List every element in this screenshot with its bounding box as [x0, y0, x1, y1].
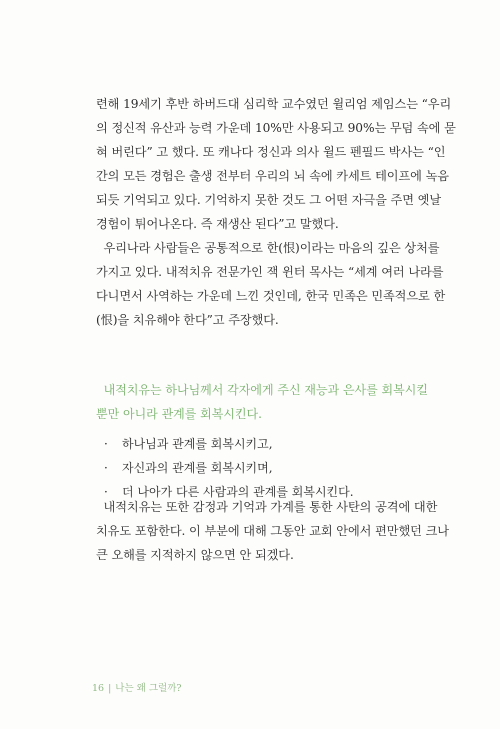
- text-line: (恨)을 치유해야 한다”고 주장했다.: [96, 313, 279, 327]
- highlight-line: 뿐만 아니라 관계를 회복시킨다.: [96, 407, 262, 421]
- text-line: 되듯 기억되고 있다. 기억하지 못한 것도 그 어떤 자극을 주면 옛날: [96, 193, 442, 207]
- footer-separator: |: [108, 683, 112, 694]
- page-number: 16: [92, 683, 105, 694]
- paragraph-1: [96, 92, 456, 236]
- text-line: 의 정신적 유산과 능력 가운데 10%만 사용되고 90%는 무덤 속에 묻: [96, 121, 456, 135]
- bullet-item: [104, 456, 404, 480]
- text-line: 련해 19세기 후반 하버드대 심리학 교수였던 윌리엄 제임스는 “우리: [96, 97, 452, 111]
- text-line: 가지고 있다. 내적치유 전문가인 잭 윈터 목사는 “세계 여러 나라를: [96, 265, 444, 279]
- text-line: 혀 버린다” 고 했다. 또 캐나다 정신과 의사 윌드 펜필드 박사는 “인: [96, 145, 446, 159]
- bullet-marker: ·: [104, 437, 108, 451]
- bullet-item: [104, 432, 404, 456]
- bullet-text: 더 나아가 다른 사람과의 관계를 회복시킨다.: [122, 485, 354, 499]
- highlight-line: 내적치유는 하나님께서 각자에게 주신 재능과 은사를 회복시킬: [96, 383, 428, 397]
- bullet-text: 하나님과 관계를 회복시키고,: [122, 437, 273, 451]
- text-line: 우리나라 사람들은 공통적으로 한(恨)이라는 마음의 깊은 상처를: [96, 241, 440, 255]
- paragraph-2: [96, 236, 446, 332]
- text-line: 치유도 포함한다. 이 부분에 대해 그동안 교회 안에서 편만했던 크나: [96, 524, 449, 538]
- bullet-marker: ·: [104, 485, 108, 499]
- text-line: 큰 오해를 지적하지 않으면 안 되겠다.: [96, 548, 294, 562]
- paragraph-3: [96, 495, 449, 567]
- bullet-list: [104, 432, 404, 504]
- bullet-text: 자신과의 관계를 회복시키며,: [122, 461, 273, 475]
- text-line: 간의 모든 경험은 출생 전부터 우리의 뇌 속에 카세트 테이프에 녹음: [96, 169, 449, 183]
- book-title: 나는 왜 그럴까?: [115, 683, 182, 694]
- text-line: 경험이 튀어나온다. 즉 재생산 된다”고 말했다.: [96, 217, 339, 231]
- highlighted-statement: [96, 378, 428, 426]
- bullet-marker: ·: [104, 461, 108, 475]
- text-line: 내적치유는 또한 감정과 기억과 가계를 통한 사탄의 공격에 대한: [96, 500, 438, 514]
- page-footer: [92, 680, 182, 694]
- text-line: 다니면서 사역하는 가운데 느낀 것인데, 한국 민족은 민족적으로 한: [96, 289, 446, 303]
